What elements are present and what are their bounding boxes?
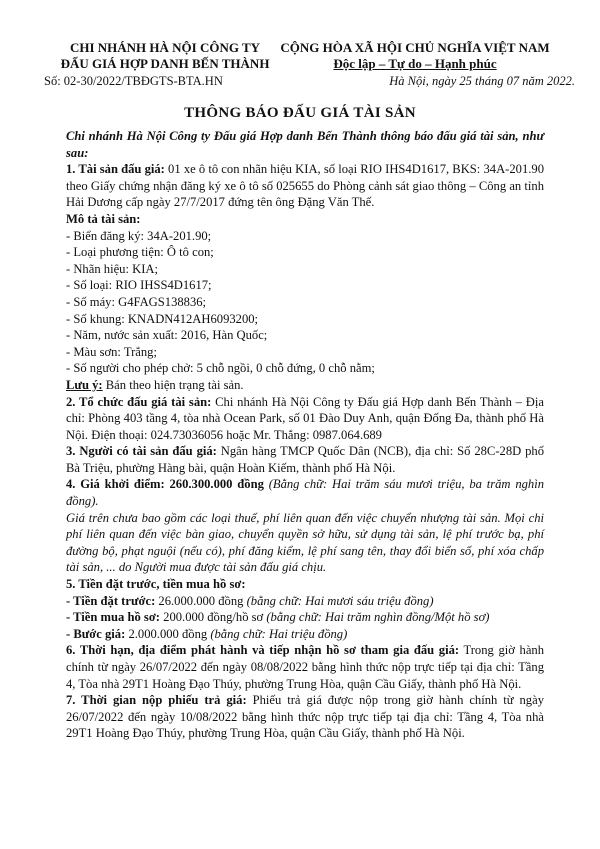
fee-list (66, 593, 544, 643)
description-list (66, 228, 544, 377)
national-header (255, 40, 575, 72)
section-6 (66, 642, 544, 692)
section-4 (66, 476, 544, 509)
fee-words: (bằng chữ: Hai mươi sáu triệu đồng) (243, 593, 434, 608)
section-4-words: (Bằng chữ: Hai trăm sáu mươi triệu, ba trăm nghìn đồng). (66, 477, 545, 509)
document-number: Số: 02-30/2022/TBĐGTS-BTA.HN (44, 74, 223, 88)
fee-item (66, 593, 544, 610)
document-date: Hà Nội, ngày 25 tháng 07 năm 2022. (389, 74, 575, 88)
description-item: - Loại phương tiện: Ô tô con; (66, 245, 214, 260)
section-3-label: 3. Người có tài sản đấu giá: (66, 444, 217, 459)
description-item: - Màu sơn: Trắng; (66, 344, 157, 359)
description-item: - Số người cho phép chở: 5 chỗ ngồi, 0 chỗ đứng, 0 chỗ nằm; (66, 361, 375, 376)
intro-paragraph: Chi nhánh Hà Nội Công ty Đấu giá Hợp danh Bến Thành thông báo đấu giá tài sản, như sau: (66, 129, 544, 160)
section-3 (66, 443, 544, 476)
section-1 (66, 161, 544, 211)
org-name-line2: ĐẤU GIÁ HỢP DANH BẾN THÀNH (60, 56, 270, 71)
description-item: - Nhãn hiệu: KIA; (66, 261, 158, 276)
fee-label: - Tiền mua hồ sơ: (66, 610, 160, 625)
fee-item (66, 626, 544, 643)
section-5-label: 5. Tiền đặt trước, tiền mua hồ sơ: (66, 577, 246, 592)
nation-motto: Độc lập – Tự do – Hạnh phúc (333, 56, 497, 71)
org-header (40, 40, 290, 72)
section-7 (66, 692, 544, 742)
section-2 (66, 394, 544, 444)
description-item: - Số loại: RIO IHSS4D1617; (66, 278, 212, 293)
note-paragraph (66, 377, 544, 394)
description-item: - Biển đăng ký: 34A-201.90; (66, 228, 212, 243)
section-7-label: 7. Thời gian nộp phiếu trả giá: (66, 693, 247, 708)
section-2-text: Chi nhánh Hà Nội Công ty Đấu giá Hợp danh Bến Thành – Địa chỉ: Phòng 403 tầng 4, tòa nhà Ocean Park, số 01 Đào Duy Anh, quận Đống Đa, thành phố Hà Nội. Điện thoại: 024.73036056 hoặc Mr. Thắng: 0987.064.689 (66, 394, 544, 442)
description-item: - Năm, nước sản xuất: 2016, Hàn Quốc; (66, 328, 268, 343)
fee-words: (bằng chữ: Hai triệu đồng) (207, 626, 348, 641)
nation-title: CỘNG HÒA XÃ HỘI CHỦ NGHĨA VIỆT NAM (280, 40, 550, 55)
description-item: - Số máy: G4FAGS138836; (66, 294, 207, 309)
section-6-label: 6. Thời hạn, địa điểm phát hành và tiếp nhận hồ sơ tham gia đấu giá: (66, 643, 460, 658)
description-label: Mô tả tài sản: (66, 211, 141, 226)
section-7-text: Phiếu trả giá được nộp trong giờ hành chính từ ngày 26/07/2022 đến ngày 10/08/2022 bằng hình thức nộp trực tiếp tại địa chỉ: Tầng 4, Tòa nhà 29T1 Hoàng Đạo Thúy, phường Trung Hòa, quận Cầu Giấy, thành phố Hà Nội. (66, 693, 544, 741)
description-item: - Số khung: KNADN412AH6093200; (66, 311, 259, 326)
fee-value: 26.000.000 đồng (155, 593, 244, 608)
fee-label: - Tiền đặt trước: (66, 593, 156, 608)
section-1-label: 1. Tài sản đấu giá: (66, 162, 165, 177)
document-title: THÔNG BÁO ĐẤU GIÁ TÀI SẢN (184, 105, 416, 121)
fee-value: 2.000.000 đồng (125, 626, 208, 641)
section-3-text: Ngân hàng TMCP Quốc Dân (NCB), địa chỉ: Số 28C-28D phố Bà Triệu, phường Hàng bài, quận Hoàn Kiếm, thành phố Hà Nội. (66, 444, 544, 475)
fee-value: 200.000 đồng/hồ sơ (160, 610, 264, 625)
org-name-line1: CHI NHÁNH HÀ NỘI CÔNG TY (69, 40, 261, 55)
section-1-text: 01 xe ô tô con nhãn hiệu KIA, số loại RIO IHS4D1617, BKS: 34A-201.90 theo Giấy chứng nhận đăng ký xe ô tô số 025655 do Phòng cảnh sát giao thông – Công an tỉnh Hải Dương cấp ngày 27/7/2017 đứng tên ông Đặng Văn Thế. (66, 162, 544, 210)
fee-item (66, 609, 544, 626)
fee-label: - Bước giá: (66, 626, 126, 641)
section-2-label: 2. Tổ chức đấu giá tài sản: (66, 394, 212, 409)
section-6-text: Trong giờ hành chính từ ngày 26/07/2022 đến ngày 08/08/2022 bằng hình thức nộp trực tiếp tại địa chỉ: Tầng 4, Tòa nhà 29T1 Hoàng Đạo Thúy, phường Trung Hòa, quận Cầu Giấy, thành phố Hà Nội. (66, 643, 544, 691)
section-4-note: Giá trên chưa bao gồm các loại thuế, phí liên quan đến việc chuyển nhượng tài sản. Mọi chi phí liên quan đến việc bàn giao, chuyển quyền sở hữu, sử dụng tài sản, lệ phí trước bạ, phí đường bộ, phạt nguội (nếu có), phí đăng kiểm, lệ phí sang tên, thay đổi biển số, phí xóa chấp tài sản, ... do Người mua được tài sản đấu giá chịu. (66, 510, 544, 575)
section-4-label: 4. Giá khởi điểm: 260.300.000 đồng (66, 477, 264, 492)
fee-words: (bằng chữ: Hai trăm nghìn đồng/Một hồ sơ) (263, 610, 490, 625)
note-text: Bán theo hiện trạng tài sản. (102, 377, 244, 392)
document-body (66, 128, 544, 742)
note-label: Lưu ý: (66, 377, 103, 392)
